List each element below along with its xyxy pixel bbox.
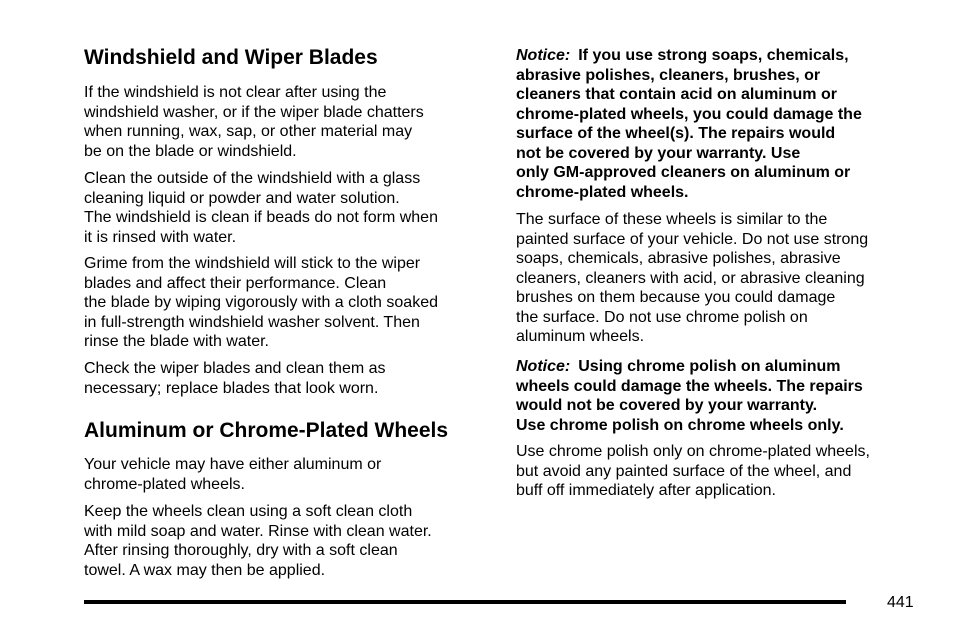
paragraph-clean-outside: Clean the outside of the windshield with a glass cleaning liquid or powder and water solution. The windshield is clean if beads do not form when it is rinsed with water. [84, 170, 438, 246]
paragraph-keep-wheels-clean: Keep the wheels clean using a soft clean cloth with mild soap and water. Rinse with clean water. After rinsing thoroughly, dry with a soft clean towel. A wax may then be applied. [84, 503, 432, 579]
notice-text: If you use strong soaps, chemicals, abrasive polishes, cleaners, brushes, or cleaners that contain acid on aluminum or chrome-plated wheels, you could damage the surface of the wheel(s). The repairs would not be covered by your warranty. Use only GM-approved cleaners on aluminum or chrome-plated wheels. [516, 47, 862, 201]
paragraph-grime: Grime from the windshield will stick to the wiper blades and affect their performance. Clean the blade by wiping vigorously with a cloth soaked in full-strength windshield washer solvent. Then rinse the blade with water. [84, 255, 438, 350]
notice-strong-soaps [516, 46, 916, 202]
footer-rule [84, 600, 846, 604]
paragraph-vehicle-wheels: Your vehicle may have either aluminum or chrome-plated wheels. [84, 456, 382, 493]
notice-text: Using chrome polish on aluminum wheels could damage the wheels. The repairs would not be covered by your warranty. Use chrome polish on chrome wheels only. [516, 358, 863, 434]
paragraph-use-chrome-polish: Use chrome polish only on chrome-plated wheels, but avoid any painted surface of the wheel, and buff off immediately after application. [516, 443, 870, 499]
notice-label: Notice: [516, 47, 571, 64]
paragraph-check-blades: Check the wiper blades and clean them as necessary; replace blades that look worn. [84, 360, 386, 397]
page-number: 441 [887, 594, 914, 611]
notice-label: Notice: [516, 358, 571, 375]
notice-chrome-polish [516, 357, 916, 435]
heading-aluminum-chrome-wheels: Aluminum or Chrome-Plated Wheels [84, 419, 449, 442]
paragraph-wheel-surface: The surface of these wheels is similar to the painted surface of your vehicle. Do not use strong soaps, chemicals, abrasive polishes, abrasive cleaners, cleaners with acid, or abrasive cleaning brushes on them because you could damage the surface. Do not use chrome polish on aluminum wheels. [516, 211, 869, 345]
heading-windshield-wiper-blades: Windshield and Wiper Blades [84, 46, 378, 69]
paragraph-windshield-clear: If the windshield is not clear after using the windshield washer, or if the wiper blade chatters when running, wax, sap, or other material may be on the blade or windshield. [84, 84, 424, 160]
